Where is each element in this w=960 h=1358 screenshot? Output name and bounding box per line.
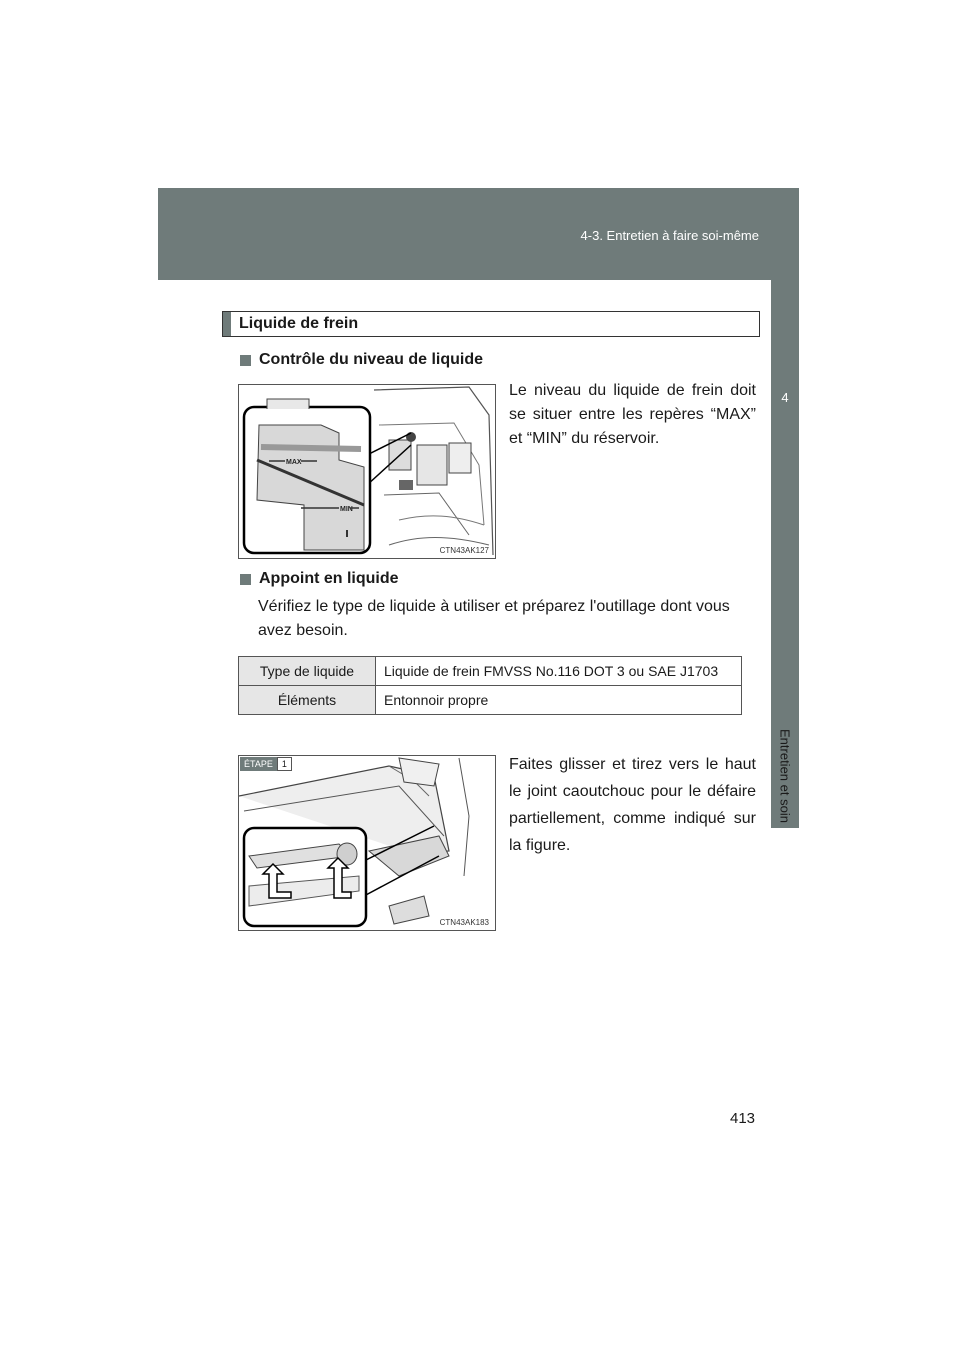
figure-rubber-seal: [238, 755, 496, 931]
figure-code: CTN43AK183: [439, 918, 489, 927]
refill-text: Vérifiez le type de liquide à utiliser et préparez l'outillage dont vous avez besoin.: [258, 598, 730, 639]
header-band: [158, 188, 799, 280]
section-title: Liquide de frein: [239, 315, 359, 332]
table-key-cell: Éléments: [239, 686, 376, 715]
figure-code: CTN43AK127: [439, 546, 489, 555]
header-section-title: 4-3. Entretien à faire soi-même: [580, 228, 759, 243]
table-row: [239, 686, 742, 715]
subheading-refill: [240, 570, 399, 588]
check-level-text: Le niveau du liquide de frein doit se situer entre les repères “MAX” et “MIN” du réservoir.: [509, 382, 756, 447]
max-mark-label: MAX: [286, 459, 302, 466]
chapter-label: Entretien et soin: [777, 729, 793, 823]
bullet-square-icon: [240, 574, 251, 585]
table-value-cell: Entonnoir propre: [376, 686, 742, 715]
subheading-check-level-text: Contrôle du niveau de liquide: [259, 351, 484, 368]
section-heading-bar: [223, 312, 231, 336]
spec-table: [238, 656, 742, 715]
subheading-check-level: [240, 351, 483, 369]
brake-reservoir-illustration: [239, 385, 495, 558]
step1-text: Faites glisser et tirez vers le haut le joint caoutchouc pour le défaire partiellement, comme indiqué sur la figure.: [509, 756, 756, 854]
table-row: [239, 657, 742, 686]
bullet-square-icon: [240, 355, 251, 366]
figure-brake-reservoir: [238, 384, 496, 559]
section-heading-box: [222, 311, 760, 337]
page-number: 413: [730, 1110, 756, 1127]
rubber-seal-illustration: [239, 756, 495, 930]
step-number: 1: [277, 757, 292, 771]
step-word: ÉTAPE: [240, 757, 277, 771]
table-value-cell: Liquide de frein FMVSS No.116 DOT 3 ou SAE J1703: [376, 657, 742, 686]
table-key-cell: Type de liquide: [239, 657, 376, 686]
subheading-refill-text: Appoint en liquide: [259, 570, 399, 587]
min-mark-label: MIN: [340, 506, 353, 513]
step-badge: [240, 757, 292, 771]
chapter-number: 4: [781, 390, 789, 405]
